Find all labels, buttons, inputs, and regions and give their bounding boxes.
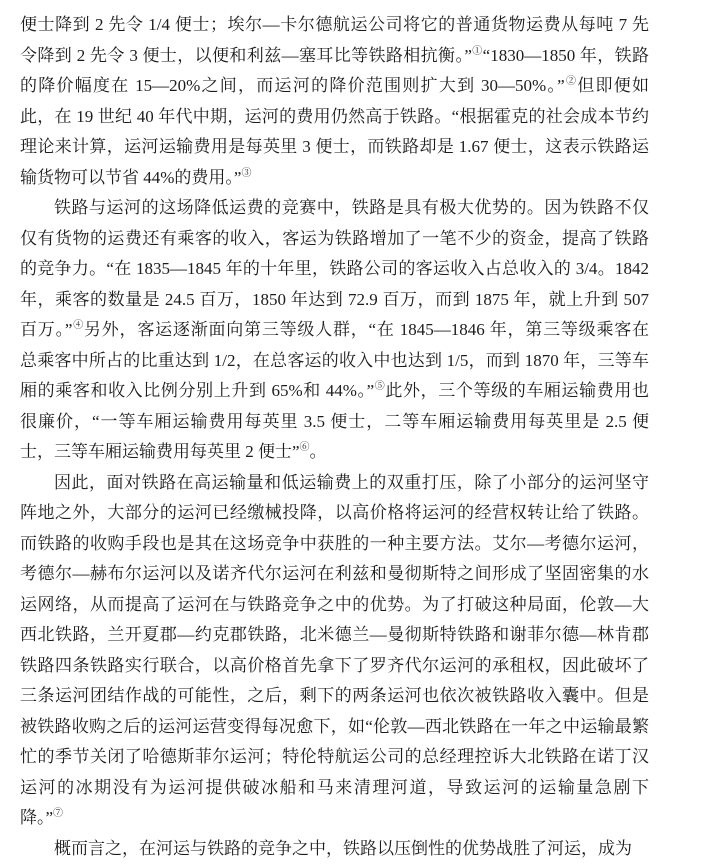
footnote-marker: ⑤ <box>374 381 386 392</box>
footnote-marker: ② <box>564 76 578 87</box>
paragraph-4 <box>20 834 649 865</box>
paragraph-1 <box>20 10 649 193</box>
text-line: 而铁路的收购手段也是其在这场竞争中获胜的一种主要方法。艾尔—考德尔运河， <box>20 533 649 553</box>
text-line: 运网络，从而提高了运河在与铁路竞争之中的优势。为了打破这种局面，伦敦—大 <box>20 594 649 614</box>
text-line: 铁路与运河的这场降低运费的竞赛中，铁路是具有极大优势的。因为铁路不仅 <box>54 198 649 217</box>
text-line: 士，三等车厢运输费用每英里 2 便士”⑥。 <box>20 442 327 461</box>
text-line: 很廉价，“一等车厢运输费用每英里 3.5 便士，二等车厢运输费用每英里是 2.5 便 <box>20 411 649 431</box>
footnote-marker: ⑥ <box>299 442 310 453</box>
text-line: 被铁路收购之后的运河运营变得每况愈下，如“伦敦—西北铁路在一年之中运输最繁 <box>20 716 649 736</box>
text-line: 因此，面对铁路在高运输量和低运输费上的双重打压，除了小部分的运河坚守 <box>54 472 649 492</box>
text-line: 理论来计算，运河运输费用是每英里 3 便士，而铁路却是 1.67 便士，这表示铁路运 <box>20 137 649 156</box>
page-text <box>20 10 649 864</box>
text-line: 阵地之外，大部分的运河已经缴械投降，以高价格将运河的经营权转让给了铁路。 <box>20 503 649 522</box>
text-line: 便士降到 2 先令 1/4 便士；埃尔—卡尔德航运公司将它的普通货物运费从每吨 7 先 <box>20 15 649 34</box>
footnote-marker: ① <box>471 45 483 57</box>
text-line: 输货物可以节省 44%的费用。”③ <box>20 167 252 187</box>
text-line: 厢的乘客和收入比例分别上升到 65%和 44%。”⑤此外，三个等级的车厢运输费用也 <box>20 381 650 400</box>
text-line: 令降到 2 先令 3 便士，以便和利兹—塞耳比等铁路相抗衡。”①“1830—1850 年，铁路 <box>20 45 650 65</box>
text-line: 西北铁路，兰开夏郡—约克郡铁路，北米德兰—曼彻斯特铁路和谢菲尔德—林肯郡 <box>20 625 649 644</box>
text-line: 年，乘客的数量是 24.5 百万，1850 年达到 72.9 百万，而到 1875 年，就上升到 507 <box>20 289 649 309</box>
paragraph-2 <box>20 193 649 468</box>
text-line: 总乘客中所占的比重达到 1/2，在总客运的收入中也达到 1/5，而到 1870 年，三等车 <box>20 350 649 370</box>
text-line: 降。”⑦ <box>20 808 64 827</box>
text-line: 概而言之，在河运与铁路的竞争之中，铁路以压倒性的优势战胜了河运，成为 <box>54 838 632 858</box>
text-line: 运河的冰期没有为运河提供破冰船和马来清理河道，导致运河的运输量急剧下 <box>20 777 649 797</box>
footnote-marker: ④ <box>72 320 84 331</box>
paragraph-3 <box>20 468 649 834</box>
footnote-marker: ③ <box>241 167 252 179</box>
text-line: 百万。”④另外，客运逐渐面向第三等级人群，“在 1845—1846 年，第三等级乘客在 <box>20 320 650 339</box>
text-line: 的竞争力。“在 1835—1845 年的十年里，铁路公司的客运收入占总收入的 3/4。1842 <box>20 259 649 278</box>
text-line: 忙的季节关闭了哈德斯菲尔运河；特伦特航运公司的总经理控诉大北铁路在诺丁汉 <box>20 747 649 766</box>
footnote-marker: ⑦ <box>53 808 64 819</box>
text-line: 的降价幅度在 15—20%之间，而运河的降价范围则扩大到 30—50%。”②但即便如 <box>20 76 650 95</box>
text-line: 考德尔—赫布尔运河以及诺齐代尔运河在利兹和曼彻斯特之间形成了坚固密集的水 <box>20 564 649 583</box>
text-line: 仅有货物的运费还有乘客的收入，客运为铁路增加了一笔不少的资金，提高了铁路 <box>20 228 649 248</box>
text-line: 三条运河团结作战的可能性，之后，剩下的两条运河也依次被铁路收入囊中。但是 <box>20 686 649 705</box>
text-line: 此，在 19 世纪 40 年代中期，运河的费用仍然高于铁路。“根据霍克的社会成本节约 <box>20 106 649 126</box>
text-line: 铁路四条铁路实行联合，以高价格首先拿下了罗齐代尔运河的承租权，因此破坏了 <box>20 655 649 675</box>
